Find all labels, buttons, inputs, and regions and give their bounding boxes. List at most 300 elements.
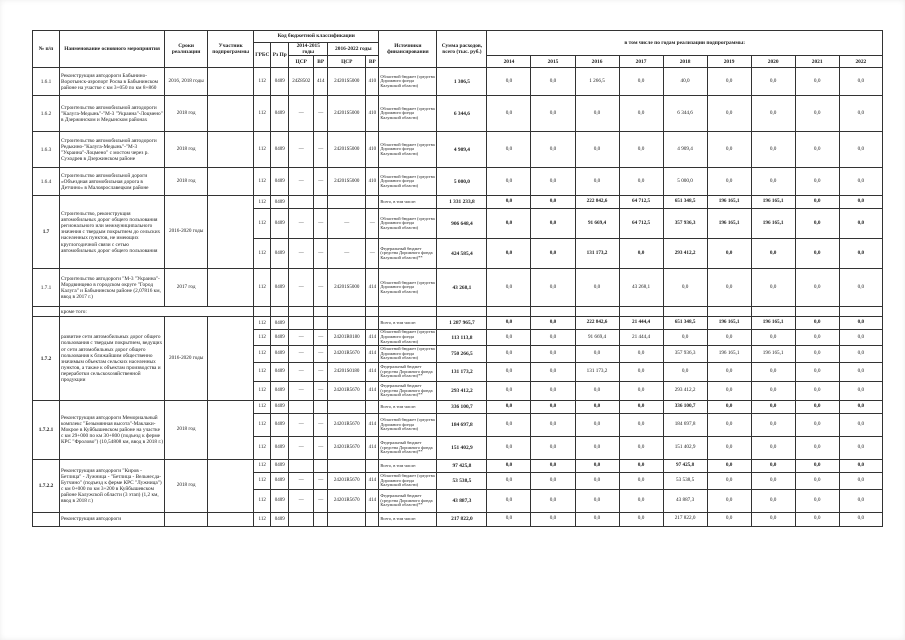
header-csr-1: ЦСР bbox=[289, 56, 314, 68]
measure-name: Строительство автомобильной дороги «Объездная автомобильная дорога в Детчино» в Малоярославецком районе bbox=[60, 168, 165, 196]
year-amount: 151 402,9 bbox=[663, 436, 707, 459]
empty-cell bbox=[795, 307, 839, 317]
table-header bbox=[33, 31, 883, 68]
grbs-code: 112 bbox=[254, 209, 271, 239]
rzpr-code: 0409 bbox=[271, 381, 289, 400]
funding-source: Всего, в том числе: bbox=[379, 459, 437, 472]
table-row bbox=[33, 168, 883, 196]
year-amount: 0,0 bbox=[751, 362, 795, 381]
header-year: 2015 bbox=[531, 56, 575, 68]
vr-2014-code bbox=[314, 196, 328, 209]
total-amount: 53 538,5 bbox=[437, 472, 487, 489]
year-amount: 0,0 bbox=[839, 489, 882, 512]
csr-2014-code: 24Z8502 bbox=[289, 68, 314, 96]
total-amount: 184 697,8 bbox=[437, 413, 487, 436]
total-amount: 151 402,9 bbox=[437, 436, 487, 459]
participant bbox=[208, 400, 254, 459]
csr-2016-code: 24201R5670 bbox=[328, 489, 366, 512]
vr-2016-code: 414 bbox=[366, 345, 379, 362]
year-amount: 196 165,1 bbox=[751, 345, 795, 362]
empty-cell bbox=[663, 307, 707, 317]
year-amount: 0,0 bbox=[839, 168, 882, 196]
csr-2016-code: 24201S5000 bbox=[328, 269, 366, 307]
rzpr-code: 0409 bbox=[271, 68, 289, 96]
year-amount: 0,0 bbox=[795, 269, 839, 307]
year-amount: 0,0 bbox=[487, 512, 531, 526]
year-amount: 0,0 bbox=[795, 512, 839, 526]
csr-2016-code bbox=[328, 459, 366, 472]
rzpr-code: 0409 bbox=[271, 330, 289, 346]
year-amount: 0,0 bbox=[839, 239, 882, 269]
csr-2014-code: — bbox=[289, 209, 314, 239]
year-amount: 0,0 bbox=[487, 209, 531, 239]
funding-source: Областной бюджет (средства Дорожного фонда Калужской области) bbox=[379, 472, 437, 489]
participant bbox=[208, 512, 254, 526]
grbs-code: 112 bbox=[254, 400, 271, 413]
csr-2014-code bbox=[289, 196, 314, 209]
funding-source: Областной бюджет (средства Дорожного фонда Калужской области) bbox=[379, 345, 437, 362]
empty-cell bbox=[531, 307, 575, 317]
vr-2016-code: 414 bbox=[366, 381, 379, 400]
participant bbox=[208, 269, 254, 307]
empty-cell bbox=[271, 307, 289, 317]
total-amount: 424 585,4 bbox=[437, 239, 487, 269]
rzpr-code: 0409 bbox=[271, 239, 289, 269]
year-amount: 196 165,1 bbox=[751, 196, 795, 209]
csr-2014-code: — bbox=[289, 436, 314, 459]
header-year: 2016 bbox=[575, 56, 619, 68]
table-row bbox=[33, 307, 883, 317]
csr-2014-code: — bbox=[289, 413, 314, 436]
year-amount: 0,0 bbox=[751, 239, 795, 269]
year-amount: 0,0 bbox=[575, 436, 619, 459]
year-amount: 40,0 bbox=[663, 68, 707, 96]
vr-2016-code: 414 bbox=[366, 269, 379, 307]
rzpr-code: 0409 bbox=[271, 459, 289, 472]
grbs-code: 112 bbox=[254, 459, 271, 472]
csr-2016-code: 24201R0180 bbox=[328, 330, 366, 346]
year-amount: 0,0 bbox=[839, 132, 882, 168]
year-amount: 0,0 bbox=[575, 472, 619, 489]
table-row bbox=[33, 68, 883, 96]
year-amount: 0,0 bbox=[751, 436, 795, 459]
year-amount: 0,0 bbox=[707, 472, 751, 489]
rzpr-code: 0409 bbox=[271, 269, 289, 307]
total-amount: 336 100,7 bbox=[437, 400, 487, 413]
period bbox=[165, 512, 208, 526]
header-total: Сумма расходов, всего (тыс. руб.) bbox=[437, 31, 487, 68]
year-amount: 0,0 bbox=[575, 96, 619, 132]
vr-2014-code bbox=[314, 459, 328, 472]
participant bbox=[208, 459, 254, 512]
empty-cell bbox=[328, 307, 366, 317]
header-participant: Участник подпрограммы bbox=[208, 31, 254, 68]
year-amount: 0,0 bbox=[839, 512, 882, 526]
year-amount: 0,0 bbox=[575, 400, 619, 413]
vr-2016-code bbox=[366, 317, 379, 330]
vr-2014-code: — bbox=[314, 269, 328, 307]
header-year: 2021 bbox=[795, 56, 839, 68]
csr-2016-code bbox=[328, 512, 366, 526]
year-amount: 0,0 bbox=[487, 436, 531, 459]
year-amount: 0,0 bbox=[839, 96, 882, 132]
empty-cell bbox=[707, 307, 751, 317]
header-num: № п/п bbox=[33, 31, 60, 68]
vr-2014-code: — bbox=[314, 362, 328, 381]
period: 2016-2020 годы bbox=[165, 317, 208, 401]
year-amount: 0,0 bbox=[795, 209, 839, 239]
period: 2018 год bbox=[165, 96, 208, 132]
csr-2016-code: 24201S5000 bbox=[328, 96, 366, 132]
period: 2018 год bbox=[165, 168, 208, 196]
year-amount: 0,0 bbox=[707, 489, 751, 512]
year-amount: 0,0 bbox=[839, 472, 882, 489]
vr-2016-code: — bbox=[366, 209, 379, 239]
year-amount: 0,0 bbox=[795, 330, 839, 346]
year-amount: 0,0 bbox=[619, 132, 663, 168]
row-number bbox=[33, 512, 60, 526]
vr-2016-code: 414 bbox=[366, 489, 379, 512]
funding-source: Федеральный бюджет (средства Дорожного фонда Калужской области)** bbox=[379, 239, 437, 269]
header-source: Источники финансирования bbox=[379, 31, 437, 68]
year-amount: 0,0 bbox=[795, 362, 839, 381]
year-amount: 0,0 bbox=[751, 96, 795, 132]
grbs-code: 112 bbox=[254, 196, 271, 209]
year-amount: 43 887,3 bbox=[663, 489, 707, 512]
funding-source: Федеральный бюджет (средства Дорожного фонда Калужской области)** bbox=[379, 436, 437, 459]
vr-2014-code: — bbox=[314, 96, 328, 132]
row-number: 1.6.3 bbox=[33, 132, 60, 168]
year-amount: 0,0 bbox=[707, 381, 751, 400]
year-amount: 0,0 bbox=[487, 168, 531, 196]
table-row bbox=[33, 132, 883, 168]
vr-2014-code: — bbox=[314, 239, 328, 269]
year-amount: 0,0 bbox=[839, 381, 882, 400]
csr-2014-code: — bbox=[289, 132, 314, 168]
year-amount: 0,0 bbox=[487, 413, 531, 436]
year-amount: 64 712,5 bbox=[619, 196, 663, 209]
funding-source: Областной бюджет (средства Дорожного фонда Калужской области) bbox=[379, 330, 437, 346]
rzpr-code: 0409 bbox=[271, 512, 289, 526]
rzpr-code: 0409 bbox=[271, 472, 289, 489]
empty-cell bbox=[289, 307, 314, 317]
participant bbox=[208, 317, 254, 401]
year-amount: 222 842,6 bbox=[575, 317, 619, 330]
year-amount: 0,0 bbox=[707, 132, 751, 168]
year-amount: 0,0 bbox=[795, 239, 839, 269]
year-amount: 217 822,0 bbox=[663, 512, 707, 526]
csr-2014-code bbox=[289, 317, 314, 330]
year-amount: 0,0 bbox=[751, 168, 795, 196]
year-amount: 21 444,4 bbox=[619, 330, 663, 346]
year-amount: 0,0 bbox=[795, 413, 839, 436]
year-amount: 0,0 bbox=[619, 239, 663, 269]
csr-2016-code: 24201S0180 bbox=[328, 362, 366, 381]
total-amount: 750 266,5 bbox=[437, 345, 487, 362]
csr-2016-code bbox=[328, 317, 366, 330]
year-amount: 0,0 bbox=[839, 330, 882, 346]
rzpr-code: 0409 bbox=[271, 400, 289, 413]
row-number: 1.6.2 bbox=[33, 96, 60, 132]
header-budget-code: Код бюджетной классификации bbox=[254, 31, 379, 43]
total-amount: 217 822,0 bbox=[437, 512, 487, 526]
funding-source: Областной бюджет (средства Дорожного фонда Калужской области) bbox=[379, 168, 437, 196]
csr-2016-code: 24201R5670 bbox=[328, 436, 366, 459]
csr-2016-code bbox=[328, 400, 366, 413]
measure-name: Строительство автомобильной автодороги Редькино-"Калуга-Медынь"-"М-3 "Украина"-Лоцмено" с мостом через р. Суходрев в Дзержинском районе bbox=[60, 132, 165, 168]
csr-2014-code: — bbox=[289, 239, 314, 269]
total-amount: 1 306,5 bbox=[437, 68, 487, 96]
year-amount: 0,0 bbox=[531, 132, 575, 168]
year-amount: 0,0 bbox=[707, 512, 751, 526]
funding-source: Областной бюджет (средства Дорожного фонда Калужской области) bbox=[379, 96, 437, 132]
year-amount: 0,0 bbox=[531, 400, 575, 413]
header-year: 2020 bbox=[751, 56, 795, 68]
empty-cell bbox=[619, 307, 663, 317]
year-amount: 0,0 bbox=[487, 345, 531, 362]
vr-2016-code: 410 bbox=[366, 96, 379, 132]
year-amount: 0,0 bbox=[487, 330, 531, 346]
grbs-code: 112 bbox=[254, 132, 271, 168]
header-rzpr: Рз Пр bbox=[271, 43, 289, 68]
year-amount: 0,0 bbox=[575, 413, 619, 436]
year-amount: 131 173,2 bbox=[575, 362, 619, 381]
grbs-code: 112 bbox=[254, 489, 271, 512]
year-amount: 0,0 bbox=[707, 362, 751, 381]
year-amount: 0,0 bbox=[795, 345, 839, 362]
year-amount: 4 909,4 bbox=[663, 132, 707, 168]
year-amount: 0,0 bbox=[707, 436, 751, 459]
year-amount: 0,0 bbox=[575, 132, 619, 168]
year-amount: 0,0 bbox=[575, 459, 619, 472]
year-amount: 0,0 bbox=[531, 472, 575, 489]
year-amount: 0,0 bbox=[795, 381, 839, 400]
header-2016-2022: 2016-2022 годы bbox=[328, 43, 379, 56]
year-amount: 1 266,5 bbox=[575, 68, 619, 96]
year-amount: 0,0 bbox=[531, 168, 575, 196]
rzpr-code: 0409 bbox=[271, 168, 289, 196]
year-amount: 91 669,4 bbox=[575, 330, 619, 346]
measure-name: Реконструкция автодороги Бабынино-Воротынск-аэропорт Росва в Бабынинском районе на участке с км 3+050 по км 8+860 bbox=[60, 68, 165, 96]
year-amount: 91 669,4 bbox=[575, 209, 619, 239]
year-amount: 0,0 bbox=[575, 381, 619, 400]
year-amount: 0,0 bbox=[751, 68, 795, 96]
header-vr-1: ВР bbox=[314, 56, 328, 68]
funding-source: Федеральный бюджет (средства Дорожного фонда Калужской области)** bbox=[379, 381, 437, 400]
year-amount: 0,0 bbox=[619, 345, 663, 362]
grbs-code: 112 bbox=[254, 330, 271, 346]
participant bbox=[208, 68, 254, 96]
year-amount: 0,0 bbox=[795, 132, 839, 168]
row-number: 1.7.2.2 bbox=[33, 459, 60, 512]
year-amount: 196 165,1 bbox=[751, 209, 795, 239]
budget-table bbox=[32, 30, 883, 527]
year-amount: 0,0 bbox=[575, 512, 619, 526]
funding-source: Областной бюджет (средства Дорожного фонда Калужской области) bbox=[379, 269, 437, 307]
year-amount: 0,0 bbox=[751, 489, 795, 512]
participant bbox=[208, 168, 254, 196]
vr-2016-code bbox=[366, 512, 379, 526]
csr-2016-code: 24201R5670 bbox=[328, 472, 366, 489]
csr-2016-code: 24201S5000 bbox=[328, 168, 366, 196]
year-amount: 0,0 bbox=[663, 362, 707, 381]
csr-2016-code bbox=[328, 196, 366, 209]
year-amount: 0,0 bbox=[839, 68, 882, 96]
year-amount: 53 538,5 bbox=[663, 472, 707, 489]
year-amount: 0,0 bbox=[751, 413, 795, 436]
funding-source: Областной бюджет (средства Дорожного фонда Калужской области) bbox=[379, 132, 437, 168]
period: 2016-2020 годы bbox=[165, 196, 208, 269]
year-amount: 0,0 bbox=[531, 459, 575, 472]
row-number: 1.6.4 bbox=[33, 168, 60, 196]
table-row bbox=[33, 269, 883, 307]
year-amount: 293 412,2 bbox=[663, 381, 707, 400]
vr-2014-code: — bbox=[314, 209, 328, 239]
vr-2014-code bbox=[314, 400, 328, 413]
empty-cell bbox=[487, 307, 531, 317]
year-amount: 0,0 bbox=[751, 132, 795, 168]
year-amount: 131 173,2 bbox=[575, 239, 619, 269]
header-years-group: в том числе по годам реализации подпрограммы: bbox=[487, 31, 883, 56]
row-number: 1.6.1 bbox=[33, 68, 60, 96]
year-amount: 0,0 bbox=[487, 132, 531, 168]
year-amount: 0,0 bbox=[531, 239, 575, 269]
year-amount: 0,0 bbox=[487, 381, 531, 400]
year-amount: 97 425,8 bbox=[663, 459, 707, 472]
year-amount: 0,0 bbox=[487, 269, 531, 307]
empty-cell bbox=[254, 307, 271, 317]
total-amount: 131 173,2 bbox=[437, 362, 487, 381]
year-amount: 0,0 bbox=[487, 489, 531, 512]
participant bbox=[208, 196, 254, 269]
year-amount: 0,0 bbox=[619, 96, 663, 132]
total-amount: 1 287 965,7 bbox=[437, 317, 487, 330]
measure-name: Строительство, реконструкция автомобильных дорог общего пользования регионального или межмуниципального значения с твердым покрытием до сельских населенных пунктов, не имеющих круглогодичной связи с сетью автомобильных дорог общего пользования bbox=[60, 196, 165, 269]
funding-source: Федеральный бюджет (средства Дорожного фонда Калужской области)** bbox=[379, 362, 437, 381]
year-amount: 0,0 bbox=[531, 512, 575, 526]
year-amount: 0,0 bbox=[751, 381, 795, 400]
year-amount: 0,0 bbox=[531, 362, 575, 381]
year-amount: 0,0 bbox=[707, 96, 751, 132]
header-year: 2014 bbox=[487, 56, 531, 68]
row-number bbox=[33, 307, 60, 317]
empty-cell bbox=[314, 307, 328, 317]
rzpr-code: 0409 bbox=[271, 317, 289, 330]
year-amount: 0,0 bbox=[795, 400, 839, 413]
header-year: 2019 bbox=[707, 56, 751, 68]
table-row bbox=[33, 196, 883, 209]
year-amount: 0,0 bbox=[707, 168, 751, 196]
year-amount: 0,0 bbox=[487, 362, 531, 381]
grbs-code: 112 bbox=[254, 345, 271, 362]
year-amount: 0,0 bbox=[487, 472, 531, 489]
rzpr-code: 0409 bbox=[271, 489, 289, 512]
year-amount: 196 165,1 bbox=[707, 209, 751, 239]
period: 2017 год bbox=[165, 269, 208, 307]
rzpr-code: 0409 bbox=[271, 413, 289, 436]
csr-2014-code: — bbox=[289, 269, 314, 307]
year-amount: 196 165,1 bbox=[707, 196, 751, 209]
table-row bbox=[33, 512, 883, 526]
year-amount: 43 268,1 bbox=[619, 269, 663, 307]
participant bbox=[208, 96, 254, 132]
empty-cell bbox=[366, 307, 379, 317]
measure-name: развитие сети автомобильных дорог общего пользования с твердым покрытием, ведущих от сети автомобильных дорог общего пользования к ближайшим общественно значимым объектам сельских населенных пунктов, а также к объектам производства и переработки сельскохозяйственной продукции bbox=[60, 317, 165, 401]
year-amount: 0,0 bbox=[839, 269, 882, 307]
year-amount: 0,0 bbox=[619, 381, 663, 400]
vr-2014-code bbox=[314, 512, 328, 526]
vr-2014-code: — bbox=[314, 472, 328, 489]
year-amount: 0,0 bbox=[575, 269, 619, 307]
year-amount: 64 712,5 bbox=[619, 209, 663, 239]
header-name: Наименование основного мероприятия bbox=[60, 31, 165, 68]
year-amount: 0,0 bbox=[619, 168, 663, 196]
year-amount: 0,0 bbox=[839, 459, 882, 472]
grbs-code: 112 bbox=[254, 239, 271, 269]
measure-name: Строительство автомобильной автодороги "Калуга-Медынь"-"М-3 "Украина"-Лоцмено" в Дзержинском и Медынском районах bbox=[60, 96, 165, 132]
year-amount: 0,0 bbox=[751, 472, 795, 489]
year-amount: 196 165,1 bbox=[707, 345, 751, 362]
year-amount: 0,0 bbox=[531, 345, 575, 362]
year-amount: 0,0 bbox=[839, 345, 882, 362]
header-vr-2: ВР bbox=[366, 56, 379, 68]
total-amount: 97 425,8 bbox=[437, 459, 487, 472]
csr-2014-code: — bbox=[289, 362, 314, 381]
grbs-code: 112 bbox=[254, 413, 271, 436]
year-amount: 6 344,6 bbox=[663, 96, 707, 132]
csr-2014-code bbox=[289, 512, 314, 526]
year-amount: 222 842,6 bbox=[575, 196, 619, 209]
vr-2016-code: 414 bbox=[366, 330, 379, 346]
year-amount: 0,0 bbox=[839, 400, 882, 413]
rzpr-code: 0409 bbox=[271, 132, 289, 168]
year-amount: 0,0 bbox=[531, 489, 575, 512]
empty-cell bbox=[839, 307, 882, 317]
row-number: 1.7.2.1 bbox=[33, 400, 60, 459]
vr-2014-code: — bbox=[314, 413, 328, 436]
year-amount: 0,0 bbox=[531, 196, 575, 209]
year-amount: 0,0 bbox=[707, 330, 751, 346]
year-amount: 0,0 bbox=[619, 472, 663, 489]
funding-source: Всего, в том числе: bbox=[379, 196, 437, 209]
rzpr-code: 0409 bbox=[271, 196, 289, 209]
header-2014-2015: 2014-2015 годы bbox=[289, 43, 328, 56]
funding-source: Областной бюджет (средства Дорожного фонда Калужской области) bbox=[379, 209, 437, 239]
year-amount: 0,0 bbox=[531, 317, 575, 330]
vr-2016-code: 410 bbox=[366, 168, 379, 196]
row-number: 1.7.2 bbox=[33, 317, 60, 401]
measure-name: Строительство автодороги "М-3 "Украина"-Мордвинцево в городском округе "Город Калуга" и Бабынинском районе (2,07816 км, ввод в 2017 г.) bbox=[60, 269, 165, 307]
year-amount: 0,0 bbox=[531, 413, 575, 436]
year-amount: 0,0 bbox=[531, 209, 575, 239]
year-amount: 0,0 bbox=[575, 489, 619, 512]
table-body bbox=[33, 68, 883, 527]
rzpr-code: 0409 bbox=[271, 345, 289, 362]
year-amount: 0,0 bbox=[707, 413, 751, 436]
year-amount: 0,0 bbox=[531, 381, 575, 400]
year-amount: 0,0 bbox=[619, 459, 663, 472]
year-amount: 0,0 bbox=[751, 269, 795, 307]
year-amount: 0,0 bbox=[795, 96, 839, 132]
csr-2014-code bbox=[289, 459, 314, 472]
csr-2014-code: — bbox=[289, 345, 314, 362]
vr-2016-code: 414 bbox=[366, 436, 379, 459]
year-amount: 0,0 bbox=[839, 362, 882, 381]
funding-source: Областной бюджет (средства Дорожного фонда Калужской области) bbox=[379, 413, 437, 436]
year-amount: 0,0 bbox=[531, 68, 575, 96]
csr-2014-code: — bbox=[289, 381, 314, 400]
year-amount: 0,0 bbox=[487, 96, 531, 132]
